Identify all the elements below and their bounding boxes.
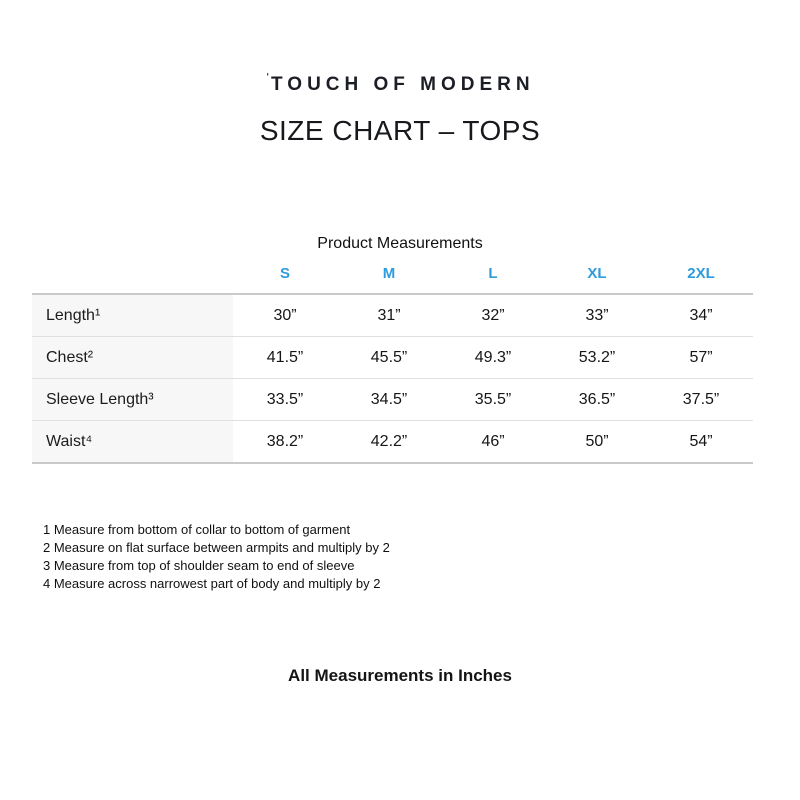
measurement-cell: 33” <box>585 306 609 324</box>
footer-note: All Measurements in Inches <box>288 666 512 685</box>
size-column-header-l: L <box>488 264 498 282</box>
footnote-3: 3 Measure from top of shoulder seam to end of sleeve <box>43 558 355 573</box>
measurement-cell: 57” <box>689 348 713 366</box>
footnote-4: 4 Measure across narrowest part of body and multiply by 2 <box>43 576 381 591</box>
measurement-cell: 34.5” <box>370 390 408 408</box>
brand-name: TOUCH OF MODERN <box>271 74 535 95</box>
footnotes <box>43 521 800 593</box>
measurement-cell: 32” <box>481 306 505 324</box>
measurement-cell: 38.2” <box>266 432 304 450</box>
corner-cell <box>32 253 233 294</box>
size-column-header-xl: XL <box>587 264 607 282</box>
table-caption: Product Measurements <box>317 235 483 252</box>
brand-logo <box>0 70 800 96</box>
table-row-sleeve-length <box>32 379 753 421</box>
row-label-sleeve-length: Sleeve Length³ <box>32 379 233 421</box>
measurement-cell: 42.2” <box>370 432 408 450</box>
measurement-cell: 41.5” <box>266 348 304 366</box>
measurement-cell: 31” <box>377 306 401 324</box>
measurement-cell: 53.2” <box>578 348 616 366</box>
measurement-cell: 33.5” <box>266 390 304 408</box>
row-label-chest: Chest² <box>32 337 233 379</box>
page-title: SIZE CHART – TOPS <box>259 115 541 146</box>
table-row-chest <box>32 337 753 379</box>
footnote-2: 2 Measure on flat surface between armpits and multiply by 2 <box>43 540 390 555</box>
measurement-cell: 50” <box>585 432 609 450</box>
measurement-cell: 49.3” <box>474 348 512 366</box>
measurement-cell: 34” <box>689 306 713 324</box>
measurement-cell: 35.5” <box>474 390 512 408</box>
size-column-header-2xl: 2XL <box>687 264 715 282</box>
row-label-length: Length¹ <box>32 294 233 337</box>
measurement-cell: 37.5” <box>682 390 720 408</box>
row-label-waist: Waist⁴ <box>32 421 233 464</box>
table-row-length <box>32 294 753 337</box>
measurement-cell: 46” <box>481 432 505 450</box>
size-column-header-m: M <box>382 264 396 282</box>
size-header-row <box>32 253 753 294</box>
measurement-cell: 30” <box>273 306 297 324</box>
measurement-cell: 54” <box>689 432 713 450</box>
footnote-1: 1 Measure from bottom of collar to bottom of garment <box>43 522 351 537</box>
table-row-waist <box>32 421 753 464</box>
measurement-cell: 45.5” <box>370 348 408 366</box>
brand-mark-icon: ˈ <box>265 70 271 86</box>
measurement-cell: 36.5” <box>578 390 616 408</box>
size-column-header-s: S <box>279 264 290 282</box>
page-header <box>0 0 800 147</box>
size-chart-table <box>32 253 753 464</box>
